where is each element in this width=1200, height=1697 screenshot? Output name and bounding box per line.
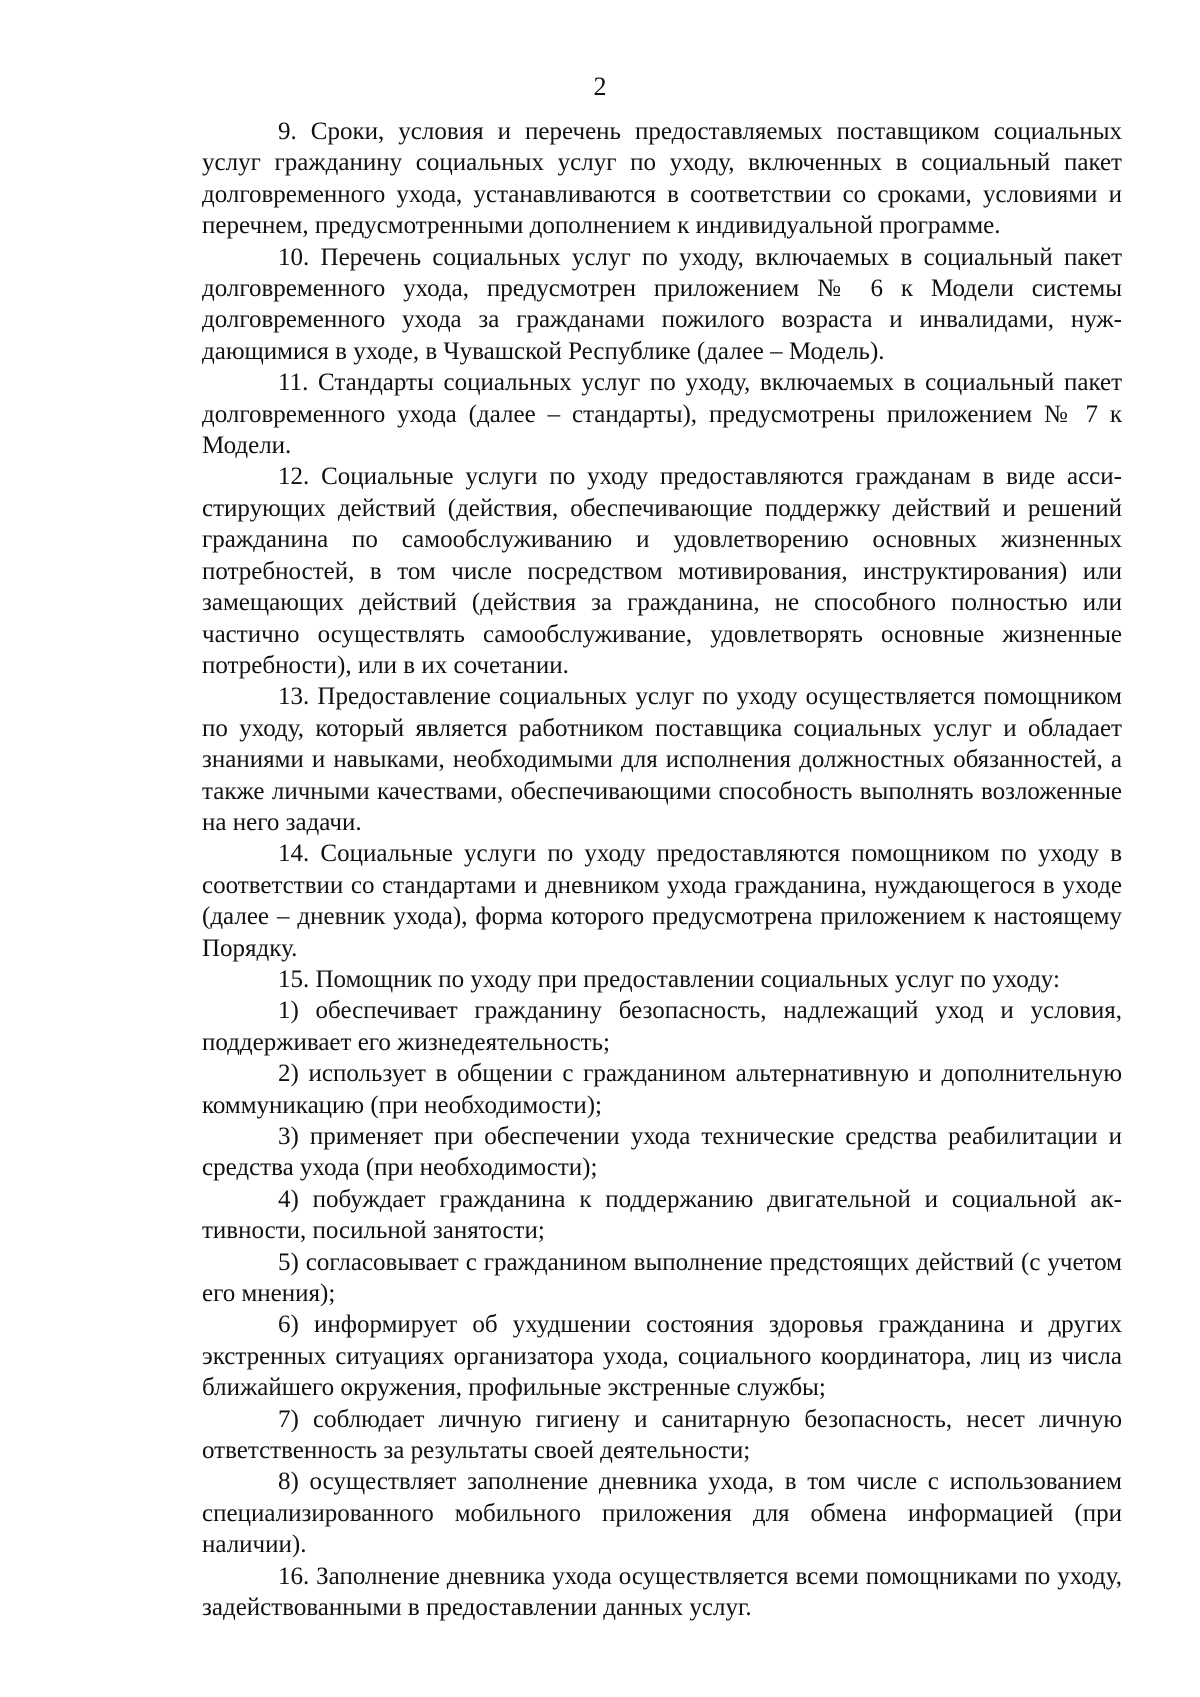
paragraph-14: 14. Социальные услуги по уходу предоставляются помощником по уходу в соответствии со стандартами и дневником ухода гражданина, нуждающегося в уходе (далее – дневник ухода), форма которого предусмотрена приложением к настоящему Порядку.: [202, 840, 1122, 962]
paragraph-11: 11. Стандарты социальных услуг по уходу, включаемых в социальный пакет долговременного ухода (далее – стандарты), предусмотрены приложением № 7 к Модели.: [202, 369, 1122, 460]
list-item-6: 6) информирует об ухудшении состояния здоровья гражданина и других экстренных ситуациях организатора ухода, социального координатора, лиц из числа ближайшего окружения, профильные экстренные службы;: [202, 1311, 1122, 1402]
paragraph-16: 16. Заполнение дневника ухода осуществляется всеми помощниками по уходу, задействованными в предоставлении данных услуг.: [202, 1562, 1122, 1622]
list-item-2: 2) использует в общении с гражданином альтернативную и дополнительную коммуникацию (при необходимости);: [202, 1060, 1122, 1119]
document-body: [202, 116, 1122, 1624]
list-item-8: 8) осуществляет заполнение дневника ухода, в том числе с использованием специализированного мобильного приложения для обмена информацией (при наличии).: [202, 1468, 1122, 1559]
page-number: 2: [593, 72, 607, 101]
list-item-1: 1) обеспечивает гражданину безопасность, надлежащий уход и условия, поддерживает его жизнедеятельность;: [202, 997, 1122, 1056]
paragraph-13: 13. Предоставление социальных услуг по уходу осуществляется помощником по уходу, который является работником поставщика социальных услуг и обладает знаниями и навыками, необходимыми для исполнения должностных обязанностей, а также личными качествами, обеспечивающими способность выполнять возложенные на него задачи.: [202, 683, 1122, 836]
paragraph-15: 15. Помощник по уходу при предоставлении социальных услуг по уходу:: [278, 965, 1060, 993]
list-item-7: 7) соблюдает личную гигиену и санитарную безопасность, несет личную ответственность за результаты своей деятельности;: [202, 1405, 1122, 1465]
list-item-3: 3) применяет при обеспечении ухода технические средства реабилитации и средства ухода (при необходимости);: [202, 1123, 1122, 1182]
list-item-4: 4) побуждает гражданина к поддержанию двигательной и социальной активности, посильной занятости;: [202, 1185, 1122, 1245]
paragraph-10: 10. Перечень социальных услуг по уходу, включаемых в социальный пакет долговременного ухода, предусмотрен приложением № 6 к Модели системы долговременного ухода за гражданами пожилого возраста и инвалидами, нуждающимися в уходе, в Чувашской Республике (далее – Модель).: [202, 243, 1122, 365]
paragraph-12: 12. Социальные услуги по уходу предоставляются гражданам в виде ассистирующих действий (действия, обеспечивающие поддержку действий и решений гражданина по самообслуживанию и удовлетворению основных жизненных потребностей, в том числе посредством мотивирования, инструктирования) или замещающих действий (действия за гражданина, не способного полностью или частично осуществлять самообслуживание, удовлетворять основные жизненные потребности), или в их сочетании.: [202, 463, 1122, 679]
paragraph-9: 9. Сроки, условия и перечень предоставляемых поставщиком социальных услуг гражданину социальных услуг по уходу, включенных в социальный пакет долговременного ухода, устанавливаются в соответствии со сроками, условиями и перечнем, предусмотренными дополнением к индивидуальной программе.: [202, 118, 1122, 240]
list-item-5: 5) согласовывает с гражданином выполнение предстоящих действий (с учетом его мнения);: [202, 1248, 1122, 1308]
